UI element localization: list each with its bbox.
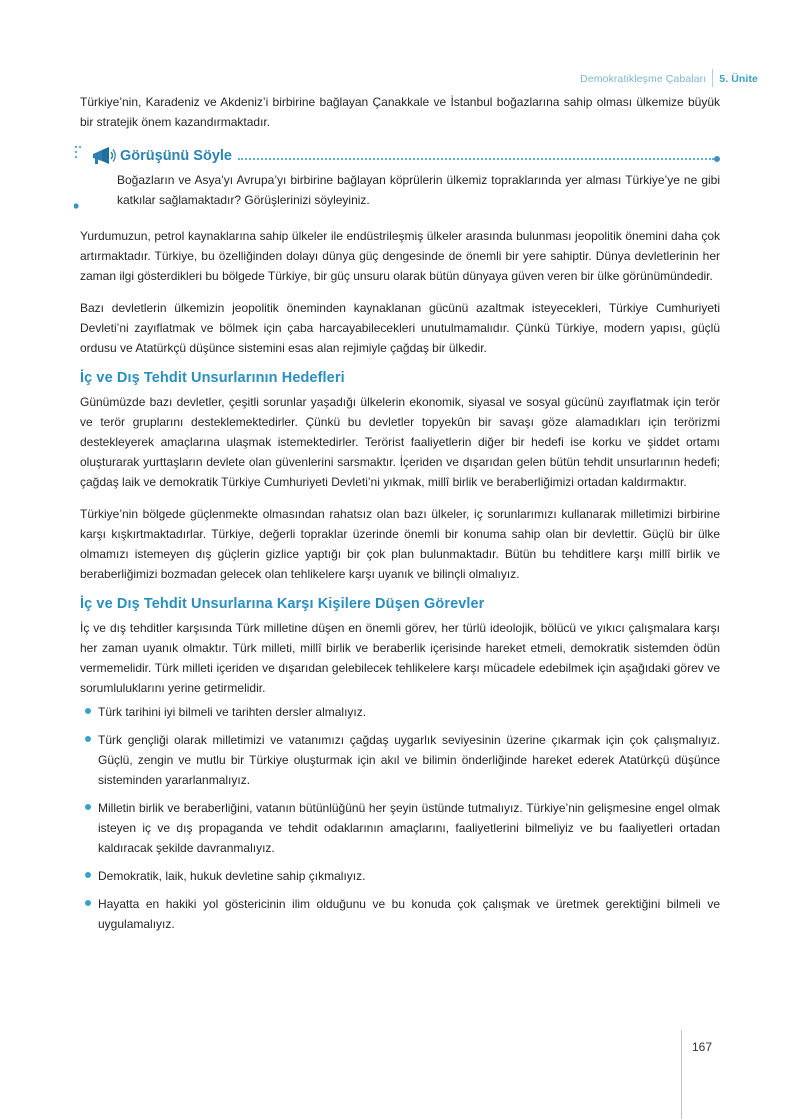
unit-label: 5. Ünite	[719, 73, 758, 85]
page-content	[80, 92, 720, 942]
page-number: 167	[692, 1040, 713, 1054]
activity-bracket	[74, 144, 82, 210]
list-item-text: Milletin birlik ve beraberliğini, vatanın bütünlüğünü her şeyin üstünde tutmalıyız. Türkiye’nin gelişmesine engel olmak isteyen iç ve dış propaganda ve tehdit odaklarının amaçlarını, faaliyetlerini bilmeliyiz ve bu faaliyetleri ortadan kaldıracak şekilde davranmalıyız.	[98, 801, 720, 855]
paragraph: Bazı devletlerin ülkemizin jeopolitik öneminden kaynaklanan gücünü azaltmak isteyecekleri, Türkiye Cumhuriyeti Devleti’ni zayıflatmak ve bölmek için çaba harcayabilecekleri unutulmamalıdır. Çünkü Türkiye, modern yapısı, güçlü ordusu ve Atatürkçü düşünce sistemini esas alan rejimiyle çağdaş bir ülkedir.	[80, 301, 720, 355]
paragraph: İç ve dış tehditler karşısında Türk milletine düşen en önemli görev, her türlü ideolojik, bölücü ve yıkıcı çalışmalara karşı her zaman uyanık olmaktır. Türk milleti, millî birlik ve beraberlik içerisinde hareket etmeli, demokratik sistemden ödün vermemelidir. Türk milleti içeriden ve dışarıdan gelebilecek tehlikelere karşı mücadele edebilmek için aşağıdaki görev ve sorumluluklarını yerine getirmelidir.	[80, 621, 720, 695]
intro-paragraph: Türkiye’nin, Karadeniz ve Akdeniz’i birbirine bağlayan Çanakkale ve İstanbul boğazlarına sahip olması ülkemize büyük bir stratejik önem kazandırmaktadır.	[80, 95, 720, 129]
list-item	[80, 798, 720, 858]
list-item	[80, 866, 720, 886]
bullet-icon	[85, 872, 91, 878]
paragraph: Yurdumuzun, petrol kaynaklarına sahip ülkeler ile endüstrileşmiş ülkeler arasında bulunması jeopolitik önemini daha çok artırmaktadır. Türkiye, bu özelliğinden dolayı dünya güç dengesinde de önemli bir yere sahiptir. Dünya devletlerinin her zaman ilgi gösterdikleri bu bölgede Türkiye, bir güç unsuru olarak bütün dünyaya güven veren bir ülke görünümündedir.	[80, 229, 720, 283]
list-item	[80, 730, 720, 790]
section-heading-threat-targets: İç ve Dış Tehdit Unsurlarının Hedefleri	[80, 370, 345, 386]
activity-title: Görüşünü Söyle	[120, 148, 232, 164]
list-item	[80, 894, 720, 934]
duties-list	[80, 702, 720, 934]
list-item-text: Türk tarihini iyi bilmeli ve tarihten dersler almalıyız.	[98, 705, 367, 719]
list-item-text: Demokratik, laik, hukuk devletine sahip çıkmalıyız.	[98, 869, 366, 883]
activity-dotted-line	[238, 158, 714, 160]
running-header	[580, 69, 758, 87]
paragraph: Türkiye’nin bölgede güçlenmekte olmasından rahatsız olan bazı ülkeler, iç sorunlarımızı kullanarak milletimizi birbirine karşı kışkırtmaktadırlar. Türkiye, değerli topraklar üzerinde önemli bir konuma sahip olan bir devlettir. Güçlü bir ülke olmamızı istemeyen dış güçlerin gizlice yaptığı bir çok plan bulunmaktadır. Bütün bu tehditlere karşı millî birlik ve beraberliğimizi bozmadan gelecek olan tehlikelere karşı uyanık ve bilinçli olmalıyız.	[80, 507, 720, 581]
section-heading-duties: İç ve Dış Tehdit Unsurlarına Karşı Kişilere Düşen Görevler	[80, 596, 485, 612]
bullet-icon	[85, 900, 91, 906]
header-separator	[712, 69, 713, 87]
chapter-title: Demokratikleşme Çabaları	[580, 73, 707, 85]
bullet-icon	[85, 804, 91, 810]
list-item-text: Hayatta en hakiki yol göstericinin ilim olduğunu ve bu konuda çok çalışmak ve üretmek gerektiğini bilmeli ve uygulamalıyız.	[98, 897, 720, 931]
activity-dotted-line-end	[714, 156, 720, 162]
paragraph: Günümüzde bazı devletler, çeşitli sorunlar yaşadığı ülkelerin ekonomik, siyasal ve sosyal gücünü zayıflatmak için terör ve terör gruplarını desteklemektedirler. Çünkü bu devletler topyekûn bir savaşı göze alamadıkları için terörizmi destekleyerek amaçlarına ulaşmak istemektedirler. Terörist faaliyetlerin diğer bir hedefi ise korku ve şiddet ortamı oluşturarak yurttaşların devlete olan güvenlerini sarsmaktır. İçeriden ve dışarıdan gelen bütün tehdit unsurlarının hedefi; çağdaş laik ve demokratik Türkiye Cumhuriyeti Devleti’ni yıkmak, millî birlik ve beraberliğimizi ortadan kaldırmaktır.	[80, 395, 720, 489]
page-number-rule	[681, 1030, 682, 1119]
bullet-icon	[85, 708, 91, 714]
list-item	[80, 702, 720, 722]
activity-title-row	[90, 144, 720, 168]
activity-box	[80, 144, 720, 210]
megaphone-icon	[90, 146, 116, 166]
bullet-icon	[85, 736, 91, 742]
activity-text: Boğazların ve Asya’yı Avrupa’yı birbirine bağlayan köprülerin ülkemiz topraklarında yer alması Türkiye’ye ne gibi katkılar sağlamaktadır? Görüşlerinizi söyleyiniz.	[117, 173, 720, 207]
list-item-text: Türk gençliği olarak milletimizi ve vatanımızı çağdaş uygarlık seviyesinin üzerine çıkarmak için çok çalışmalıyız. Güçlü, zengin ve mutlu bir Türkiye oluşturmak için akıl ve bilimin önderliğinde hareket ederek Atatürkçü düşünce sisteminden yararlanmalıyız.	[98, 733, 720, 787]
